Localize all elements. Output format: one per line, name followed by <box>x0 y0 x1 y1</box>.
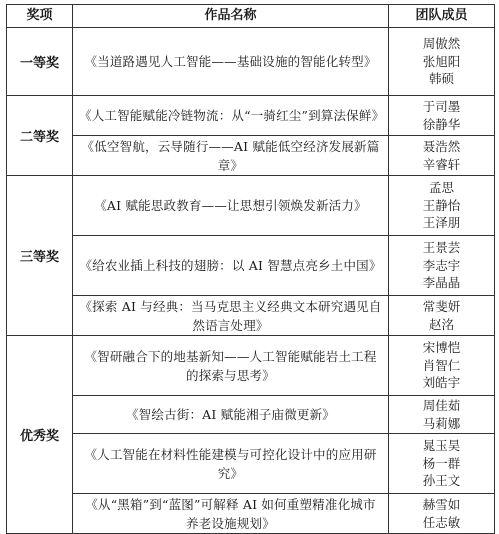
team-members <box>389 136 495 176</box>
member-name: 张旭阳 <box>422 53 461 69</box>
table-row <box>7 434 495 494</box>
awards-body <box>7 28 495 534</box>
member-name: 孟思 <box>428 180 454 196</box>
work-title: 《当道路遇见人工智能——基础设施的智能化转型》 <box>73 28 389 96</box>
member-name: 刘皓宇 <box>422 375 461 391</box>
award-tier: 优秀奖 <box>7 336 73 534</box>
work-title: 《低空智航，云导随行——AI 赋能低空经济发展新篇章》 <box>73 136 389 176</box>
member-name: 辛睿轩 <box>422 156 461 172</box>
member-name: 王泽朋 <box>422 215 461 231</box>
work-title: 《智绘古街：AI 赋能湘子庙微更新》 <box>73 396 389 434</box>
award-tier: 三等奖 <box>7 176 73 336</box>
table-row <box>7 96 495 136</box>
member-name: 李晶晶 <box>422 275 461 291</box>
member-name: 聂浩然 <box>422 139 461 154</box>
member-name: 孙王文 <box>422 473 461 489</box>
member-name: 王景芸 <box>422 240 461 256</box>
member-name: 晁玉昊 <box>422 438 461 454</box>
work-title: 《给农业插上科技的翅膀：以 AI 智慧点亮乡土中国》 <box>73 236 389 296</box>
work-title: 《人工智能在材料性能建模与可控化设计中的应用研究》 <box>73 434 389 494</box>
table-row <box>7 176 495 236</box>
member-name: 李志宇 <box>422 257 461 273</box>
header-tier: 奖项 <box>7 5 73 28</box>
member-name: 马莉娜 <box>422 415 461 431</box>
team-members <box>389 236 495 296</box>
team-members <box>389 96 495 136</box>
team-members <box>389 176 495 236</box>
member-name: 宋博恺 <box>422 340 461 356</box>
table-row <box>7 494 495 534</box>
member-name: 肖智仁 <box>422 357 461 373</box>
member-name: 周傲然 <box>422 36 461 52</box>
table-row <box>7 236 495 296</box>
team-members <box>389 434 495 494</box>
member-name: 韩硕 <box>428 71 454 87</box>
work-title: 《探索 AI 与经典：当马克思主义经典文本研究遇见自然语言处理》 <box>73 296 389 336</box>
table-row <box>7 28 495 96</box>
table-row <box>7 136 495 176</box>
member-name: 赵洺 <box>428 316 454 332</box>
member-name: 任志敏 <box>422 514 461 530</box>
header-team: 团队成员 <box>389 5 495 28</box>
work-title: 《智研融合下的地基新知——人工智能赋能岩土工程的探索与思考》 <box>73 336 389 396</box>
table-row <box>7 296 495 336</box>
award-tier: 二等奖 <box>7 96 73 176</box>
team-members <box>389 494 495 534</box>
table-row <box>7 396 495 434</box>
awards-table <box>6 4 495 534</box>
member-name: 于司墨 <box>422 99 461 114</box>
team-members <box>389 296 495 336</box>
team-members <box>389 336 495 396</box>
member-name: 王静怡 <box>422 197 461 213</box>
award-tier: 一等奖 <box>7 28 73 96</box>
member-name: 徐静华 <box>422 116 461 132</box>
team-members <box>389 28 495 96</box>
member-name: 杨一群 <box>422 455 461 471</box>
table-row <box>7 336 495 396</box>
header-work: 作品名称 <box>73 5 389 28</box>
work-title: 《人工智能赋能冷链物流：从“一骑红尘”到算法保鲜》 <box>73 96 389 136</box>
member-name: 周佳茹 <box>422 398 461 413</box>
member-name: 赫雪如 <box>422 497 461 512</box>
header-row <box>7 5 495 28</box>
member-name: 常斐妍 <box>422 299 461 314</box>
team-members <box>389 396 495 434</box>
work-title: 《AI 赋能思政教育——让思想引领焕发新活力》 <box>73 176 389 236</box>
work-title: 《从“黑箱”到“蓝图”可解释 AI 如何重塑精准化城市养老设施规划》 <box>73 494 389 534</box>
